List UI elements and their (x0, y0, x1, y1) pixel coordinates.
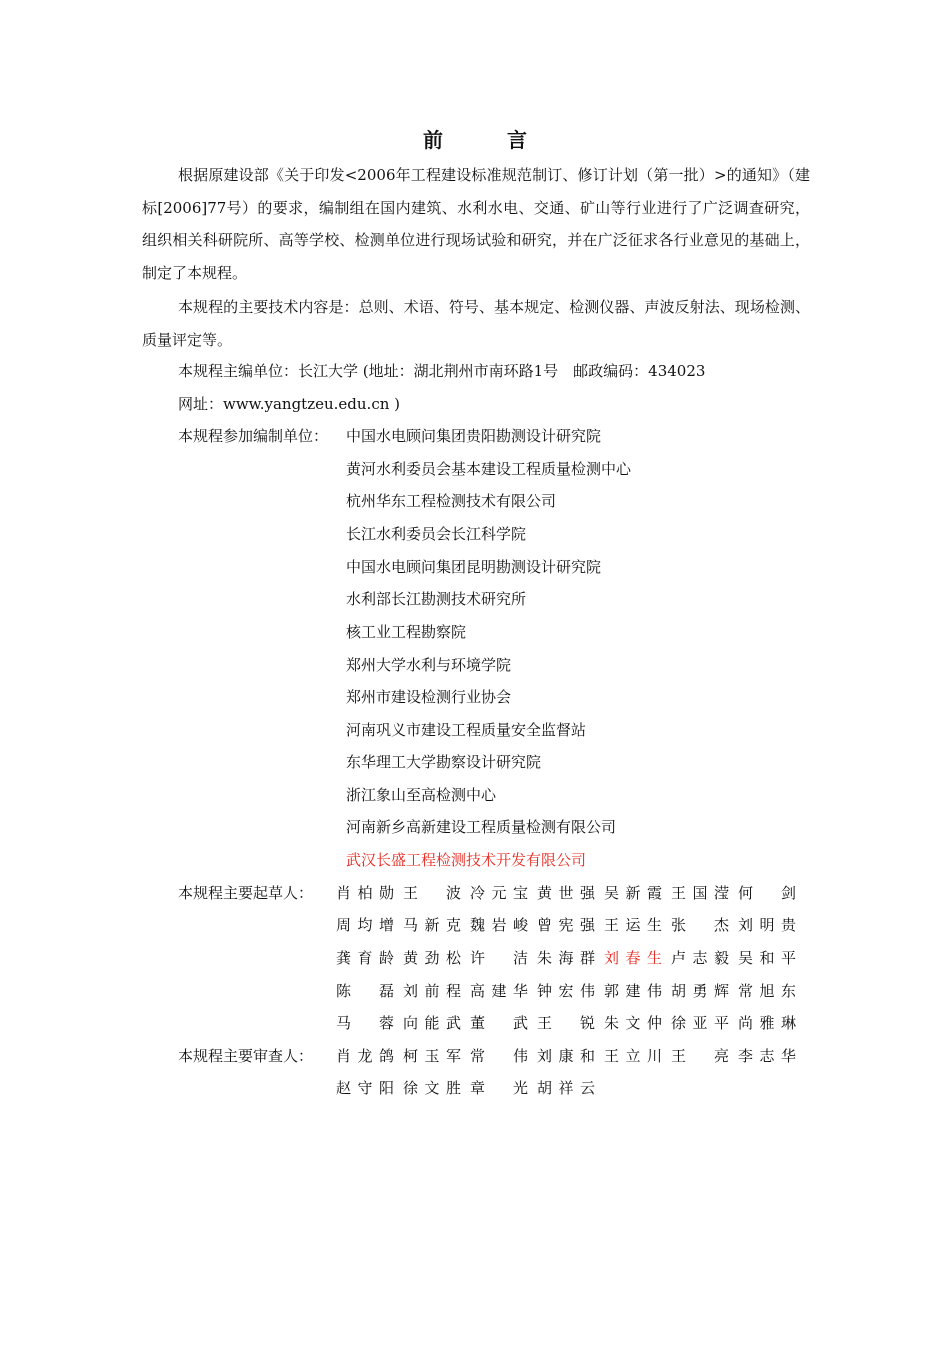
page-title: 前 言 (423, 128, 549, 152)
person-name: 魏岩峻 (470, 916, 528, 934)
participant-unit: 浙江象山至高检测中心 (346, 786, 497, 804)
person-name: 徐亚平 (671, 1014, 729, 1032)
participant-unit: 杭州华东工程检测技术有限公司 (346, 492, 557, 510)
intro-paragraph-2: 本规程的主要技术内容是：总则、术语、符号、基本规定、检测仪器、声波反射法、现场检测、质量评定等。 (142, 298, 810, 349)
person-name: 陈 磊 (336, 982, 394, 1000)
participant-unit-highlighted: 武汉长盛工程检测技术开发有限公司 (346, 851, 587, 869)
person-name: 许 洁 (470, 949, 528, 967)
person-name-highlighted: 刘春生 (604, 949, 662, 967)
person-name: 马新克 (403, 916, 461, 934)
participant-unit: 郑州大学水利与环境学院 (346, 656, 512, 674)
reviewers-label: 本规程主要审查人： (178, 1047, 314, 1065)
person-name: 李志华 (738, 1047, 796, 1065)
person-name: 周均增 (336, 916, 394, 934)
person-name: 马 蓉 (336, 1014, 394, 1032)
person-name: 何 剑 (738, 884, 796, 902)
participant-unit: 河南巩义市建设工程质量安全监督站 (346, 721, 587, 739)
person-name: 王 亮 (671, 1047, 729, 1065)
person-name: 章 光 (470, 1079, 528, 1097)
person-name: 肖柏勋 (336, 884, 394, 902)
intro-paragraph-1: 根据原建设部《关于印发<2006年工程建设标准规范制订、修订计划（第一批）>的通知》（建标[2006]77号）的要求，编制组在国内建筑、水利水电、交通、矿山等行业进行了广泛调查研究，组织相关科研院所、高等学校、检测单位进行现场试验和研究，并在广泛征求各行业意见的基础上，制定了本规程。 (142, 166, 810, 283)
person-name: 胡勇辉 (671, 982, 729, 1000)
person-name: 肖龙鸽 (336, 1047, 394, 1065)
participant-unit: 河南新乡高新建设工程质量检测有限公司 (346, 818, 617, 836)
person-name: 王立川 (604, 1047, 662, 1065)
person-name: 张 杰 (671, 916, 729, 934)
participant-unit: 中国水电顾问集团贵阳勘测设计研究院 (346, 427, 602, 445)
person-name: 龚育龄 (336, 949, 394, 967)
person-name: 钟宏伟 (537, 982, 595, 1000)
person-name: 徐文胜 (403, 1079, 461, 1097)
person-name: 胡祥云 (537, 1079, 595, 1097)
participant-unit: 郑州市建设检测行业协会 (346, 688, 512, 706)
person-name: 王 锐 (537, 1014, 595, 1032)
person-name: 曾宪强 (537, 916, 595, 934)
participant-unit: 黄河水利委员会基本建设工程质量检测中心 (346, 460, 632, 478)
person-name: 郭建伟 (604, 982, 662, 1000)
chief-editor-website: 网址：www.yangtzeu.edu.cn ) (178, 395, 401, 413)
participant-unit: 水利部长江勘测技术研究所 (346, 590, 527, 608)
person-name: 高建华 (470, 982, 528, 1000)
person-name: 黄劲松 (403, 949, 461, 967)
person-name: 朱海群 (537, 949, 595, 967)
participant-unit: 长江水利委员会长江科学院 (346, 525, 527, 543)
person-name: 王 波 (403, 884, 461, 902)
participants-label: 本规程参加编制单位： (178, 427, 329, 445)
drafters-label: 本规程主要起草人： (178, 884, 314, 902)
participant-unit: 东华理工大学勘察设计研究院 (346, 753, 542, 771)
person-name: 吴新霞 (604, 884, 662, 902)
participant-unit: 中国水电顾问集团昆明勘测设计研究院 (346, 558, 602, 576)
person-name: 黄世强 (537, 884, 595, 902)
person-name: 常 伟 (470, 1047, 528, 1065)
person-name: 刘康和 (537, 1047, 595, 1065)
person-name: 柯玉军 (403, 1047, 461, 1065)
person-name: 向能武 (403, 1014, 461, 1032)
person-name: 尚雅琳 (738, 1014, 796, 1032)
person-name: 王国滢 (671, 884, 729, 902)
person-name: 王运生 (604, 916, 662, 934)
person-name: 常旭东 (738, 982, 796, 1000)
person-name: 冷元宝 (470, 884, 528, 902)
person-name: 董 武 (470, 1014, 528, 1032)
person-name: 刘明贵 (738, 916, 796, 934)
participant-unit: 核工业工程勘察院 (346, 623, 467, 641)
person-name: 刘前程 (403, 982, 461, 1000)
person-name: 赵守阳 (336, 1079, 394, 1097)
person-name: 朱文仲 (604, 1014, 662, 1032)
person-name: 卢志毅 (671, 949, 729, 967)
chief-editor-line: 本规程主编单位：长江大学 (地址：湖北荆州市南环路1号 邮政编码：434023 (178, 362, 706, 380)
person-name: 吴和平 (738, 949, 796, 967)
